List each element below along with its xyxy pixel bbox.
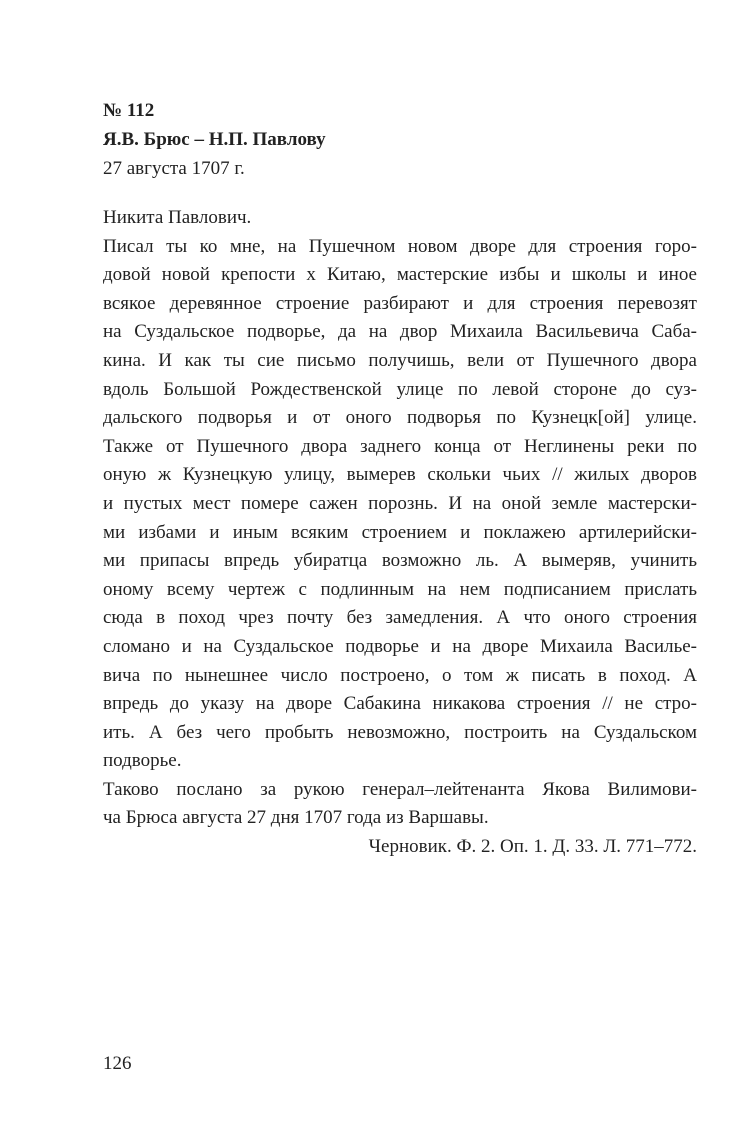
text-line: вдоль Большой Рождественской улице по левой стороне до суз- <box>103 378 697 400</box>
letter-body <box>103 204 697 862</box>
text-line: сломано и на Суздальское подворье и на дворе Михаила Василье- <box>103 635 697 657</box>
text-line: на Суздальское подворье, да на двор Михаила Васильевича Саба- <box>103 321 697 343</box>
text-line: вича по нынешнее число построено, о том ж писать в поход. А <box>103 664 697 686</box>
text-line: ить. А без чего пробыть невозможно, построить на Суздальском <box>103 721 697 743</box>
text-line: сюда в поход чрез почту без замедления. А что оного строения <box>103 607 697 629</box>
text-line: ми избами и иным всяким строением и поклажею артилерийски- <box>103 521 697 543</box>
text-line: дальского подворья и от оного подворья по Кузнецк[ой] улице. <box>103 407 697 429</box>
text-line: впредь до указу на дворе Сабакина никакова строения // не стро- <box>103 693 697 715</box>
document-date: 27 августа 1707 г. <box>103 158 245 179</box>
document-number: № 112 <box>103 100 155 121</box>
text-line: ча Брюса августа 27 дня 1707 года из Варшавы. <box>103 807 489 829</box>
text-line: довой новой крепости х Китаю, мастерские избы и школы и иное <box>103 264 697 286</box>
text-line: Писал ты ко мне, на Пушечном новом дворе для строения горо- <box>103 235 697 257</box>
document-heading: Я.В. Брюс – Н.П. Павлову <box>103 129 326 150</box>
text-line: Таково послано за рукою генерал–лейтенанта Якова Вилимови- <box>103 778 697 800</box>
text-line: и пустых мест помере сажен порознь. И на оной земле мастерски- <box>103 492 697 514</box>
page-number: 126 <box>103 1053 132 1074</box>
text-line: подворье. <box>103 750 182 772</box>
text-line: оную ж Кузнецкую улицу, вымерев скольки чьих // жилых дворов <box>103 464 697 486</box>
text-line: всякое деревянное строение разбирают и для строения перевозят <box>103 292 697 314</box>
text-line: оному всему чертеж с подлинным на нем подписанием прислать <box>103 578 697 600</box>
archive-reference: Черновик. Ф. 2. Оп. 1. Д. 33. Л. 771–772. <box>368 836 697 858</box>
text-line: кина. И как ты сие письмо получишь, вели от Пушечного двора <box>103 349 697 371</box>
text-line: Также от Пушечного двора заднего конца от Неглинены реки по <box>103 435 697 457</box>
text-line: ми припасы впредь убиратца возможно ль. А вымеряв, учинить <box>103 550 697 572</box>
salutation-line: Никита Павлович. <box>103 207 252 228</box>
